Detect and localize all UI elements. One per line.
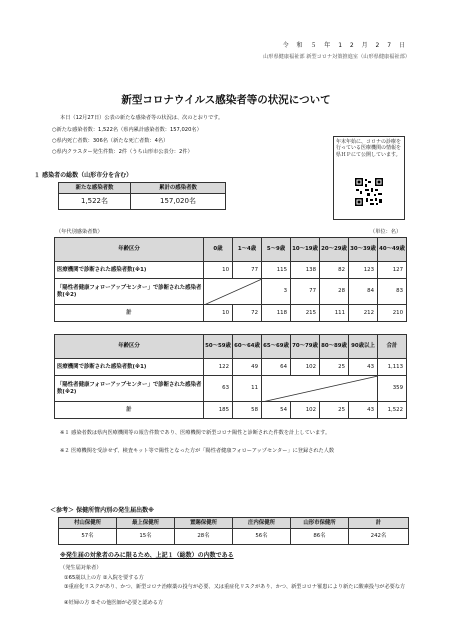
table-row bbox=[55, 238, 407, 262]
ref-line-2: ③重症化リスクがあり、かつ、新型コロナ治療薬の投与が必要、又は重症化リスクがあり、かつ、新型コロナ罹患により新たに酸素投与が必要な方 bbox=[64, 584, 406, 590]
ref-line-3: ④妊婦の方 ⑤その他医師が必要と認める方 bbox=[64, 600, 164, 606]
new-cases-value: 1,522名 bbox=[59, 194, 131, 210]
hc-col: 置賜保健所 bbox=[175, 518, 233, 529]
age-col: 65～69歳 bbox=[262, 335, 291, 359]
age-table-1 bbox=[54, 237, 407, 322]
age-col: 50～59歳 bbox=[204, 335, 233, 359]
cell: 64 bbox=[262, 359, 291, 376]
cell: 82 bbox=[320, 262, 349, 279]
cell: 28 bbox=[320, 279, 349, 305]
notice-text: 年末年始に、コロナの診療を行っている医療機関の情報を県ＨＰにて公開しています。 bbox=[336, 139, 402, 158]
ref-heading: ＜参考＞ 保健所管内別の発生届出数※ bbox=[50, 507, 154, 514]
cell: 111 bbox=[320, 305, 349, 322]
table-row bbox=[55, 359, 407, 376]
diagonal-cell bbox=[262, 376, 378, 402]
cell: 3 bbox=[262, 279, 291, 305]
age-col: 20～29歳 bbox=[320, 238, 349, 262]
table-row bbox=[55, 279, 407, 305]
table-row bbox=[59, 518, 409, 529]
age-table-2 bbox=[54, 334, 407, 419]
intro-new-cases: ○新たな感染者数：1,522名（県内累計感染者数：157,020名） bbox=[52, 127, 202, 133]
row-label-followup: 「陽性者健康フォローアップセンター」で診断された感染者数(※2) bbox=[55, 376, 204, 402]
table-row bbox=[55, 262, 407, 279]
cell: 43 bbox=[349, 359, 378, 376]
cell: 84 bbox=[349, 279, 378, 305]
cell: 102 bbox=[291, 359, 320, 376]
cell: 25 bbox=[320, 402, 349, 419]
cell: 122 bbox=[204, 359, 233, 376]
hc-value: 28名 bbox=[175, 529, 233, 545]
hc-value: 56名 bbox=[233, 529, 291, 545]
age-col: 1～4歳 bbox=[233, 238, 262, 262]
cell: 25 bbox=[320, 359, 349, 376]
intro-deaths: ○県内死亡者数：306名（新たな死亡者数：4名） bbox=[52, 138, 169, 144]
total-cases-table bbox=[58, 182, 226, 210]
diagonal-line bbox=[204, 279, 262, 305]
table-row bbox=[55, 402, 407, 419]
cell: 77 bbox=[291, 279, 320, 305]
cell: 43 bbox=[349, 402, 378, 419]
cell: 185 bbox=[204, 402, 233, 419]
cell: 54 bbox=[262, 402, 291, 419]
ref-line-1: ①65歳以上の方 ②入院を要する方 bbox=[64, 575, 144, 581]
hc-value: 86名 bbox=[291, 529, 349, 545]
issuing-department: 山形県健康福祉部 新型コロナ対策推進室（山形県健康福祉部） bbox=[263, 54, 410, 60]
issue-date: 令 和 ５ 年 1 2 月 2 7 日 bbox=[282, 42, 408, 49]
note-2: ※２ 医療機関を受診せず、検査キット等で陽性となった方が「陽性者健康フォローアップセンター」に登録された人数 bbox=[60, 448, 335, 454]
cell: 212 bbox=[349, 305, 378, 322]
table-row bbox=[59, 529, 409, 545]
cell: 138 bbox=[291, 262, 320, 279]
cell: 72 bbox=[233, 305, 262, 322]
cumulative-cases-value: 157,020名 bbox=[131, 194, 226, 210]
hc-col: 村山保健所 bbox=[59, 518, 117, 529]
hc-col: 最上保健所 bbox=[117, 518, 175, 529]
section1-heading: １ 感染者の総数（山形市分を含む） bbox=[34, 172, 133, 179]
new-cases-header: 新たな感染者数 bbox=[59, 183, 131, 194]
ref-note-bold: ※発生届の対象者のみに限るため、上記１（総数）の内数である bbox=[60, 552, 234, 559]
cell: 210 bbox=[378, 305, 407, 322]
cell: 215 bbox=[291, 305, 320, 322]
hc-value: 57名 bbox=[59, 529, 117, 545]
age-col: 90歳以上 bbox=[349, 335, 378, 359]
qr-code-icon[interactable] bbox=[354, 177, 384, 207]
row-label-total: 計 bbox=[55, 305, 204, 322]
hc-value: 15名 bbox=[117, 529, 175, 545]
age-col: 合計 bbox=[378, 335, 407, 359]
intro-clusters: ○県内クラスター発生件数：2件（うち山形市公表分：2件） bbox=[52, 149, 193, 155]
hc-col: 山形市保健所 bbox=[291, 518, 349, 529]
age-col: 30～39歳 bbox=[349, 238, 378, 262]
age-table-unit: （単位：名） bbox=[370, 229, 402, 235]
cell: 11 bbox=[233, 376, 262, 402]
age-col: 70～79歳 bbox=[291, 335, 320, 359]
cell: 58 bbox=[233, 402, 262, 419]
age-header: 年齢区分 bbox=[55, 335, 204, 359]
age-table-caption: （年代別感染者数） bbox=[56, 229, 103, 235]
age-col: 80～89歳 bbox=[320, 335, 349, 359]
age-col: 0歳 bbox=[204, 238, 233, 262]
cell: 77 bbox=[233, 262, 262, 279]
diagonal-line bbox=[262, 376, 378, 402]
table-row bbox=[55, 335, 407, 359]
table-row bbox=[55, 376, 407, 402]
cell: 10 bbox=[204, 305, 233, 322]
hc-col: 計 bbox=[349, 518, 409, 529]
row-label-clinic: 医療機関で診断された感染者数(※1) bbox=[55, 262, 204, 279]
cell: 115 bbox=[262, 262, 291, 279]
cell: 10 bbox=[204, 262, 233, 279]
cumulative-cases-header: 累計の感染者数 bbox=[131, 183, 226, 194]
row-label-followup: 「陽性者健康フォローアップセンター」で診断された感染者数(※2) bbox=[55, 279, 204, 305]
health-center-table bbox=[58, 517, 409, 545]
cell: 63 bbox=[204, 376, 233, 402]
cell: 127 bbox=[378, 262, 407, 279]
cell: 123 bbox=[349, 262, 378, 279]
age-col: 40～49歳 bbox=[378, 238, 407, 262]
cell: 49 bbox=[233, 359, 262, 376]
age-col: 60～64歳 bbox=[233, 335, 262, 359]
row-label-clinic: 医療機関で診断された感染者数(※1) bbox=[55, 359, 204, 376]
cell: 1,522 bbox=[378, 402, 407, 419]
table-row bbox=[55, 305, 407, 322]
page-title: 新型コロナウイルス感染者等の状況について bbox=[121, 94, 331, 106]
cell: 118 bbox=[262, 305, 291, 322]
cell: 102 bbox=[291, 402, 320, 419]
cell: 359 bbox=[378, 376, 407, 402]
note-1: ※１ 感染者数は県内医療機関等の報告件数であり、医療機関で新型コロナ陽性と診断された件数を計上しています。 bbox=[60, 430, 331, 436]
ref-note-title: （発生届対象者） bbox=[60, 565, 102, 571]
hc-value: 242名 bbox=[349, 529, 409, 545]
age-col: 5～9歳 bbox=[262, 238, 291, 262]
hc-col: 庄内保健所 bbox=[233, 518, 291, 529]
cell: 83 bbox=[378, 279, 407, 305]
diagonal-cell bbox=[204, 279, 262, 305]
intro-line: 本日（12月27日）公表の新たな感染者等の状況は、次のとおりです。 bbox=[60, 115, 224, 121]
age-col: 10～19歳 bbox=[291, 238, 320, 262]
cell: 1,113 bbox=[378, 359, 407, 376]
age-header: 年齢区分 bbox=[55, 238, 204, 262]
row-label-total: 計 bbox=[55, 402, 204, 419]
notice-box bbox=[333, 136, 405, 220]
